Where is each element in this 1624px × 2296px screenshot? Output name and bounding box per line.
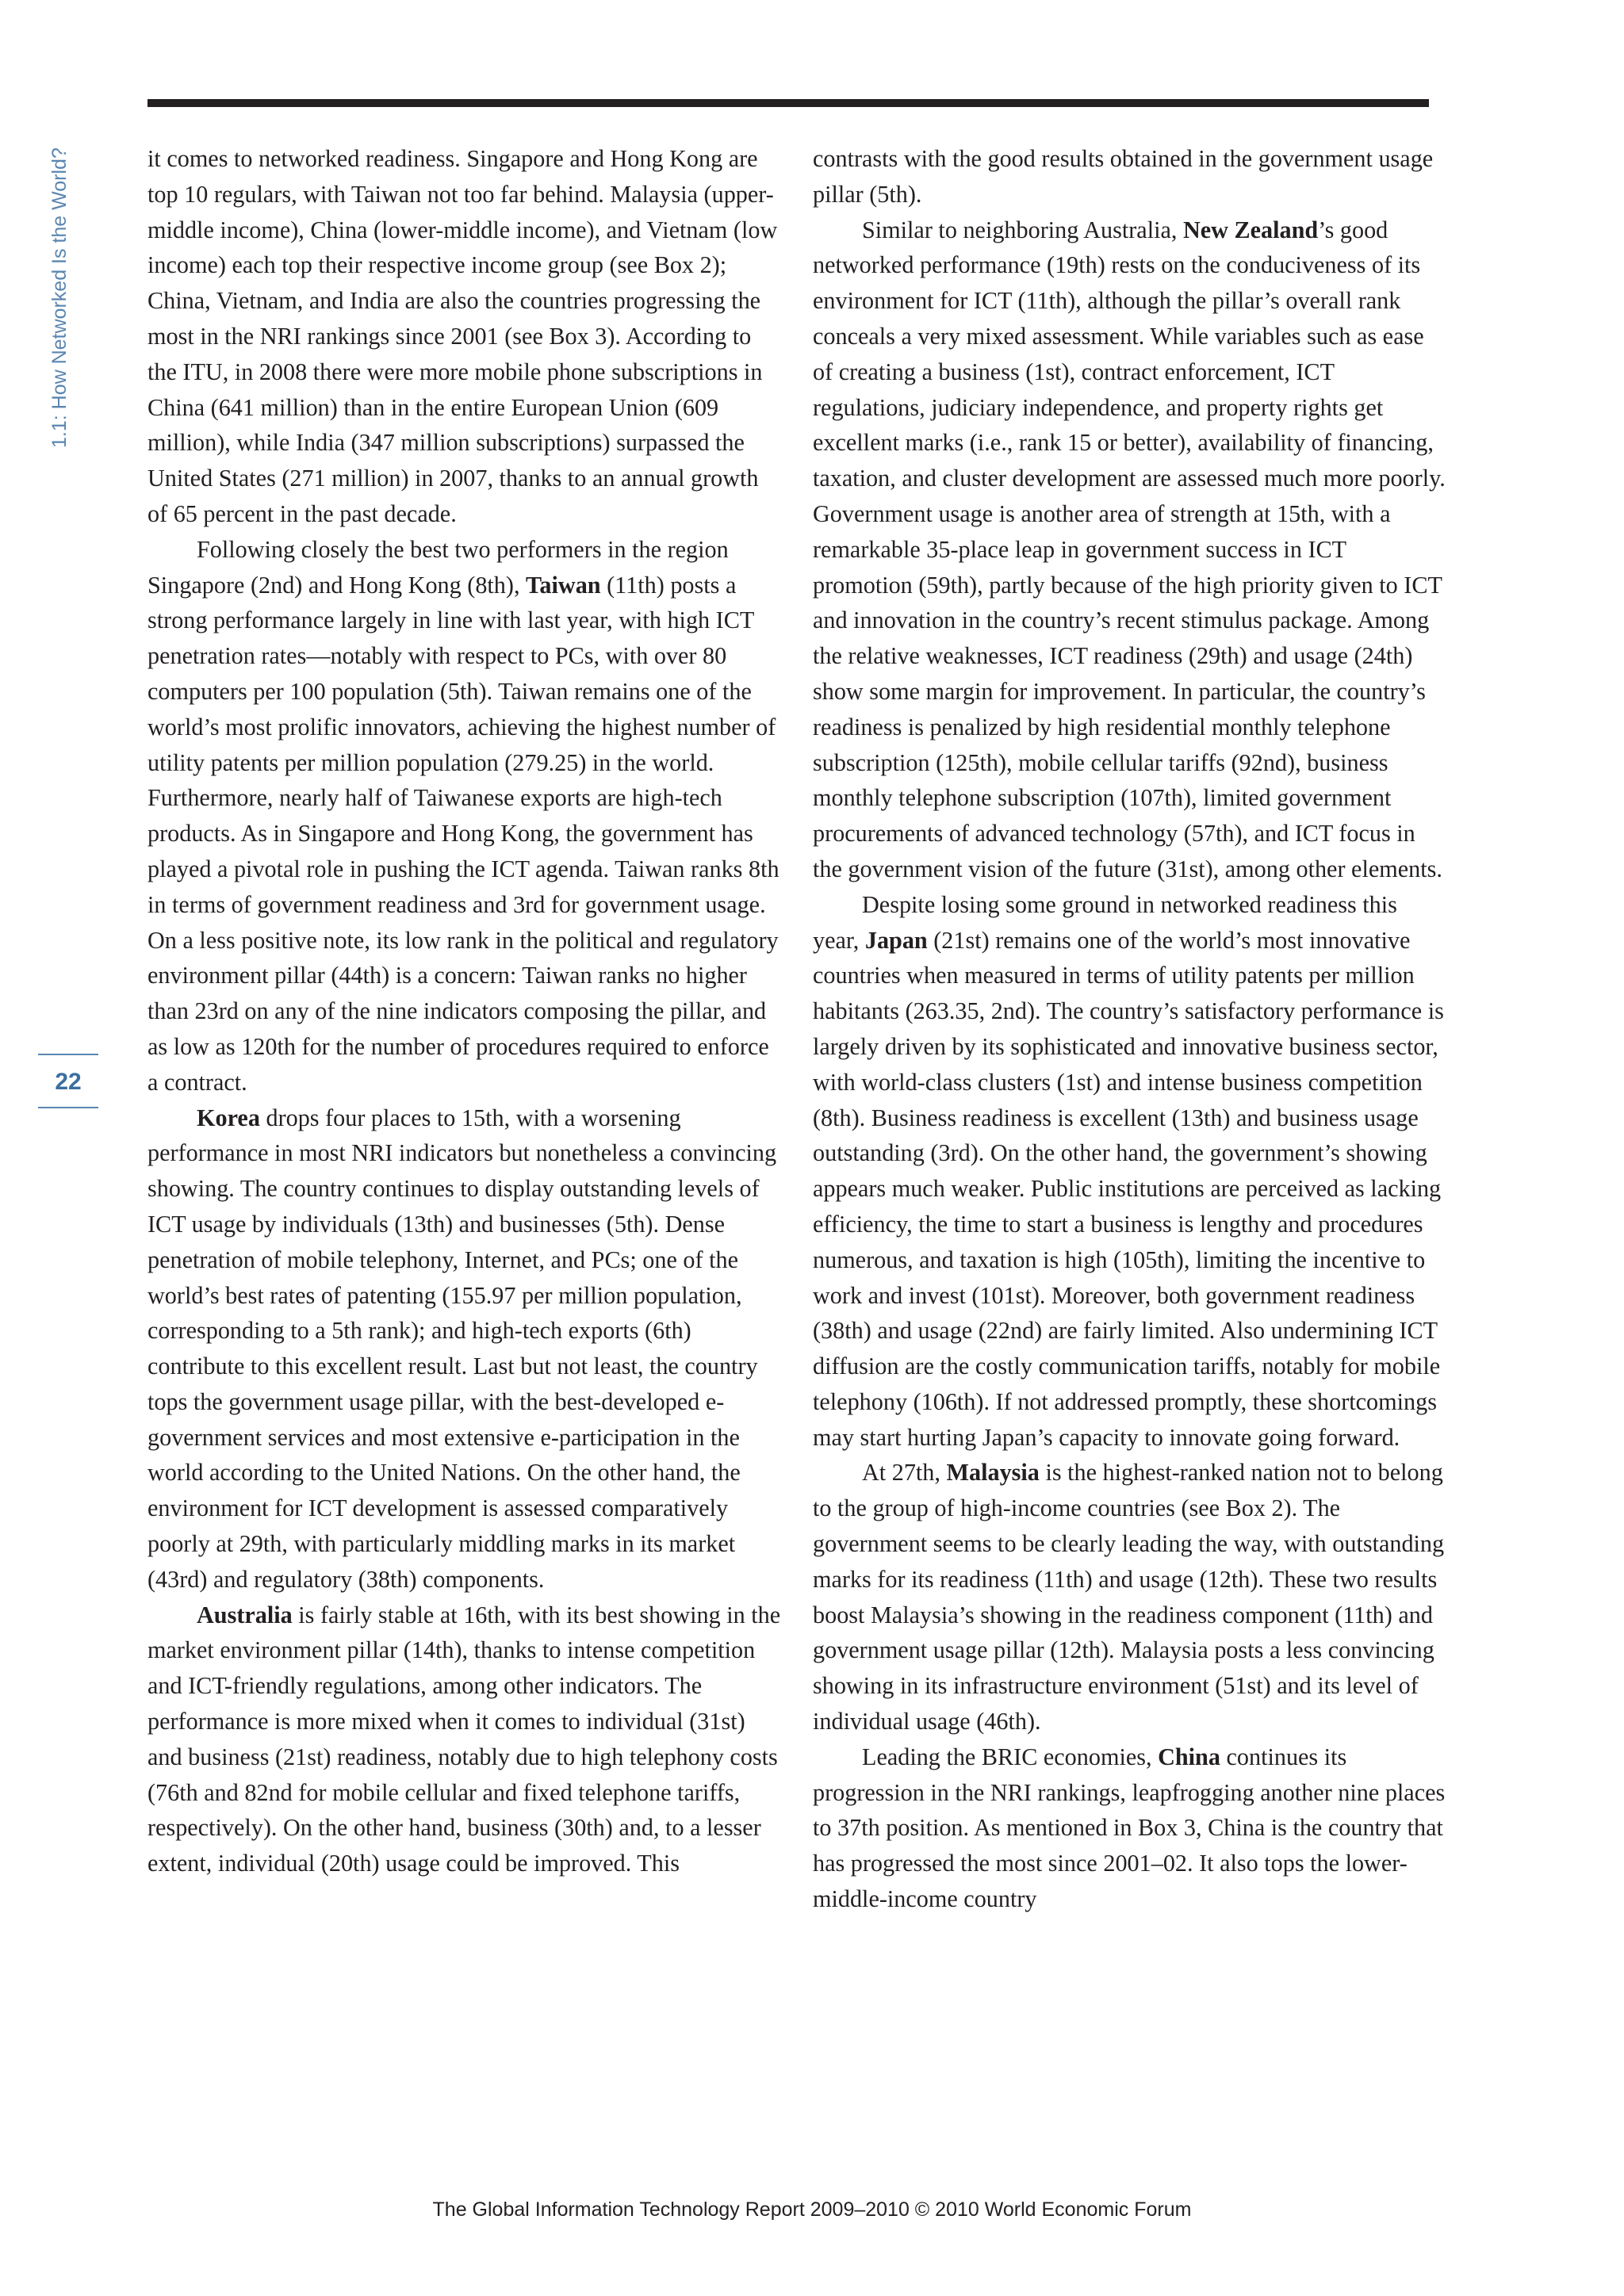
country-name: Malaysia xyxy=(946,1459,1040,1487)
page-number-rule-top xyxy=(38,1054,98,1055)
paragraph-taiwan: Following closely the best two performers in the region Singapore (2nd) and Hong Kong (8th), Taiwan (11th) posts a strong performance largely in line with last year, with high ICT penetration rates—notably with respect to PCs, with over 80 computers per 100 population (5th). Taiwan remains one of the world’s most prolific innovators, achieving the highest number of utility patents per million population (279.25) in the world. Furthermore, nearly half of Taiwanese exports are high-tech products. As in Singapore and Hong Kong, the government has played a pivotal role in pushing the ICT agenda. Taiwan ranks 8th in terms of government readiness and 3rd for government usage. On a less positive note, its low rank in the political and regulatory environment pillar (44th) is a concern: Taiwan ranks no higher than 23rd on any of the nine indicators composing the pillar, and as low as 120th for the number of procedures required to enforce a contract. xyxy=(147,535,779,1096)
paragraph-malaysia: At 27th, Malaysia is the highest-ranked nation not to belong to the group of high-income countries (see Box 2). The government seems to be clearly leading the way, with outstanding marks for its readiness (11th) and usage (12th). These two results boost Malaysia’s showing in the readiness component (11th) and government usage pillar (12th). Malaysia posts a less convincing showing in its infrastructure environment (51st) and its level of individual usage (46th). xyxy=(813,1459,1445,1735)
country-name: Australia xyxy=(197,1601,293,1628)
page-number-rule-bottom xyxy=(38,1107,98,1108)
country-name: Japan xyxy=(864,926,928,954)
country-name: New Zealand xyxy=(1182,216,1319,243)
paragraph-japan: Despite losing some ground in networked readiness this year, Japan (21st) remains one of the world’s most innovative countries when measured in terms of utility patents per million habitants (263.35, 2nd). The country’s satisfactory performance is largely driven by its sophisticated and innovative business sector, with world-class clusters (1st) and intense business competition (8th). Business readiness is excellent (13th) and business usage outstanding (3rd). On the other hand, the government’s showing appears much weaker. Public institutions are perceived as lacking efficiency, the time to start a business is lengthy and procedures numerous, and taxation is high (105th), limiting the incentive to work and invest (101st). Moreover, both government readiness (38th) and usage (22nd) are fairly limited. Also undermining ICT diffusion are the costly communication tariffs, notably for mobile telephony (106th). If not addressed promptly, these shortcomings may start hurting Japan’s capacity to innovate going forward. xyxy=(813,890,1444,1451)
paragraph-australia: Australia is fairly stable at 16th, with its best showing in the market environment pillar (14th), thanks to intense competition and ICT-friendly regulations, among other indicators. The performance is more mixed when it comes to individual (31st) and business (21st) readiness, notably due to high telephony costs (76th and 82nd for mobile cellular and fixed telephone tariffs, respectively). On the other hand, business (30th) and, to a lesser extent, individual (20th) usage could be improved. This xyxy=(147,1601,781,1877)
footer-credit: The Global Information Technology Report 2009–2010 © 2010 World Economic Forum xyxy=(432,2198,1192,2221)
page-number: 22 xyxy=(55,1069,82,1095)
paragraph-china: Leading the BRIC economies, China continues its progression in the NRI rankings, leapfrogging another nine places to 37th position. As mentioned in Box 3, China is the country that has progressed the most since 2001–02. It also tops the lower-middle-income country xyxy=(813,1743,1446,1913)
paragraph-korea: Korea drops four places to 15th, with a worsening performance in most NRI indicators but nonetheless a convincing showing. The country continues to display outstanding levels of ICT usage by individuals (13th) and businesses (5th). Dense penetration of mobile telephony, Internet, and PCs; one of the world’s best rates of patenting (155.97 per million population, corresponding to a 5th rank); and high-tech exports (6th) contribute to this excellent result. Last but not least, the country tops the government usage pillar, with the best-developed e-government services and most extensive e-participation in the world according to the United Nations. On the other hand, the environment for ICT development is assessed comparatively poorly at 29th, with particularly middling marks in its market (43rd) and regulatory (38th) components. xyxy=(147,1104,777,1593)
paragraph-new-zealand: Similar to neighboring Australia, New Zealand’s good networked performance (19th) rests on the conduciveness of its environment for ICT (11th), although the pillar’s overall rank conceals a very mixed assessment. While variables such as ease of creating a business (1st), contract enforcement, ICT regulations, judiciary independence, and property rights get excellent marks (i.e., rank 15 or better), availability of financing, taxation, and cluster development are assessed much more poorly. Government usage is another area of strength at 15th, with a remarkable 35-place leap in government success in ICT promotion (59th), partly because of the high priority given to ICT and innovation in the country’s recent stimulus package. Among the relative weaknesses, ICT readiness (29th) and usage (24th) show some margin for improvement. In particular, the country’s readiness is penalized by high residential monthly telephone subscription (125th), mobile cellular tariffs (92nd), business monthly telephone subscription (107th), limited government procurements of advanced technology (57th), and ICT focus in the government vision of the future (31st), among other elements. xyxy=(813,216,1446,882)
running-title: 1.1: How Networked Is the World? xyxy=(48,147,71,448)
country-name: Taiwan xyxy=(526,571,601,599)
right-column xyxy=(813,141,1447,1917)
country-name: China xyxy=(1158,1743,1220,1770)
country-name: Korea xyxy=(197,1104,260,1131)
paragraph: contrasts with the good results obtained in the government usage pillar (5th). xyxy=(813,145,1434,208)
paragraph: it comes to networked readiness. Singapore and Hong Kong are top 10 regulars, with Taiwan not too far behind. Malaysia (upper-middle income), China (lower-middle income), and Vietnam (low income) each top their respective income group (see Box 2); China, Vietnam, and India are also the countries progressing the most in the NRI rankings since 2001 (see Box 3). According to the ITU, in 2008 there were more mobile phone subscriptions in China (641 million) than in the entire European Union (609 million), while India (347 million subscriptions) surpassed the United States (271 million) in 2007, thanks to an annual growth of 65 percent in the past decade. xyxy=(147,145,778,527)
left-column xyxy=(147,141,782,1881)
header-rule xyxy=(147,99,1429,107)
